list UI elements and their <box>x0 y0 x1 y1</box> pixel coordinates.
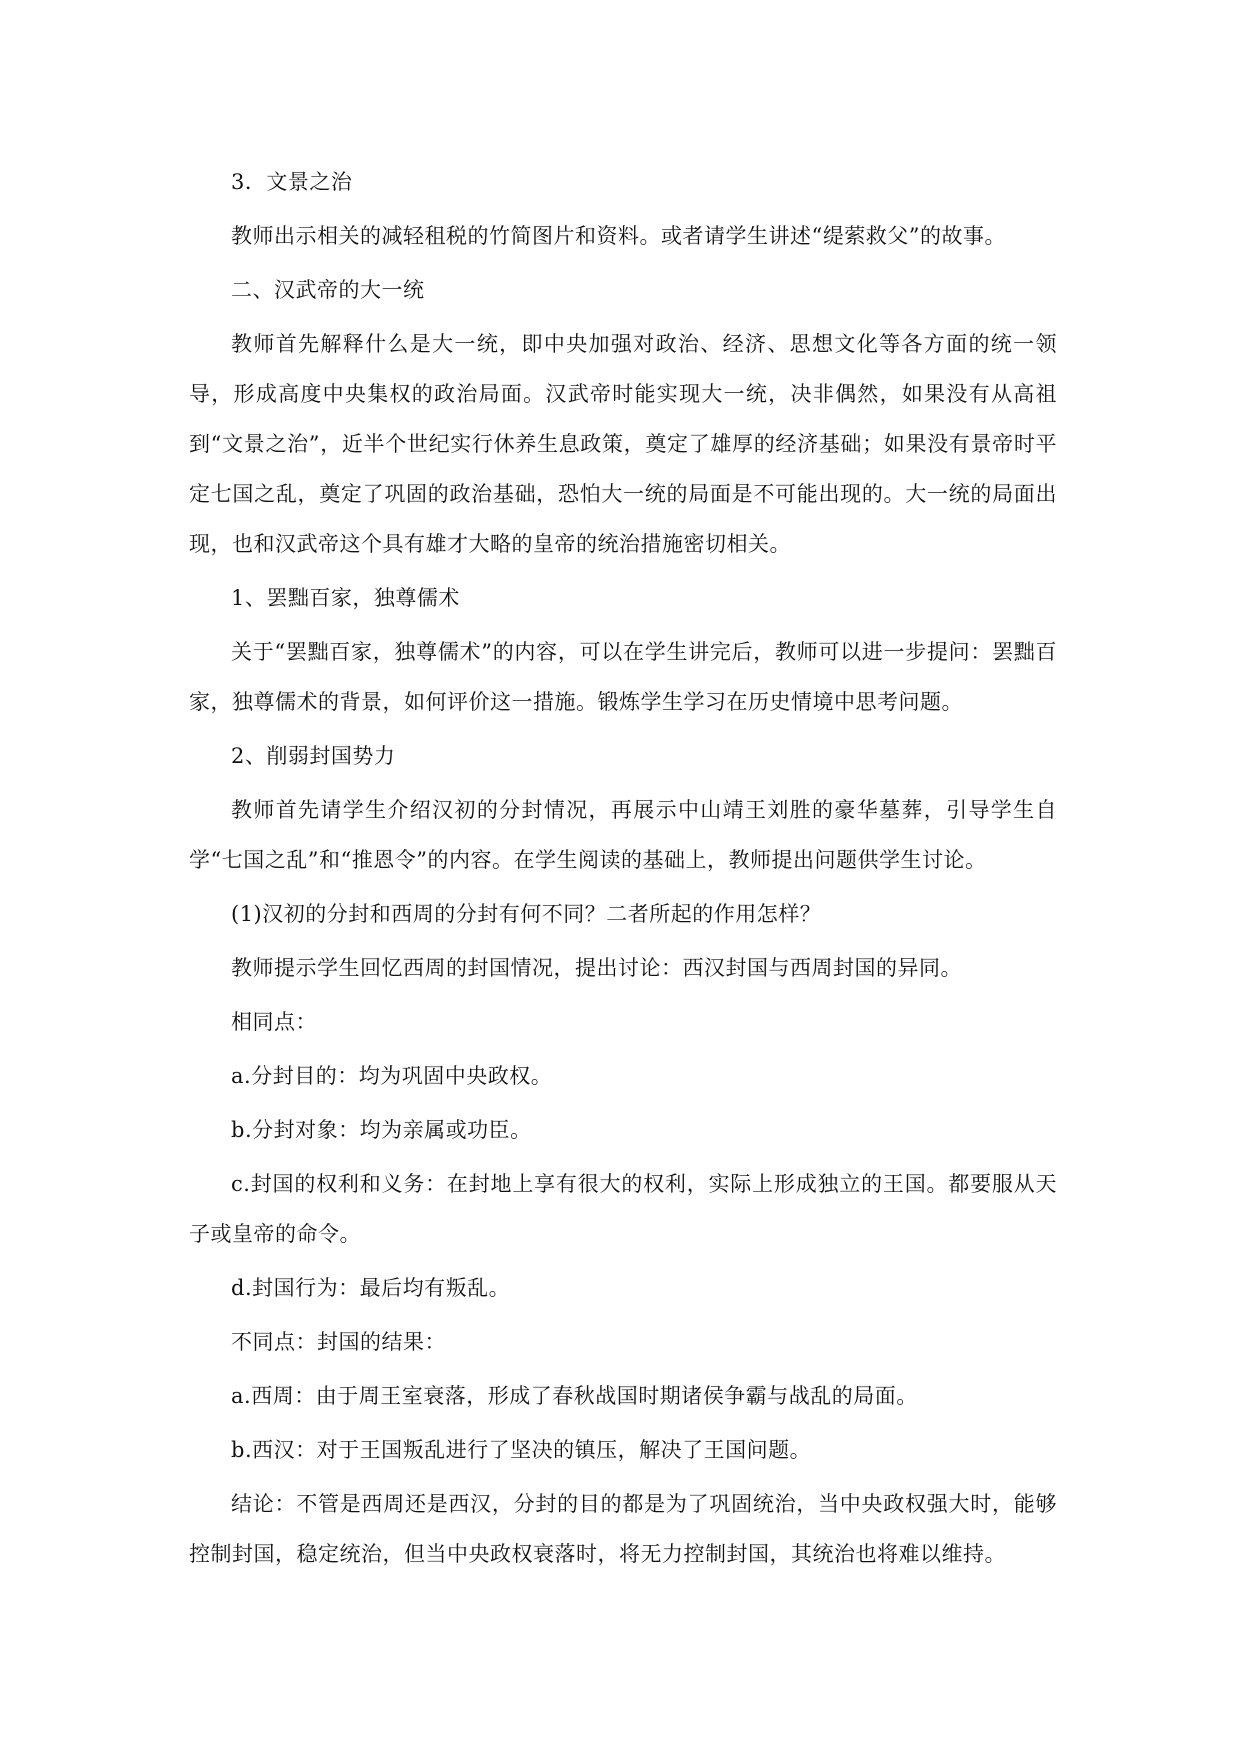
paragraph-fiefdoms: 教师首先请学生介绍汉初的分封情况，再展示中山靖王刘胜的豪华墓葬，引导学生自学“七国之乱”和“推恩令”的内容。在学生阅读的基础上，教师提出问题供学生讨论。 <box>189 798 1057 872</box>
list-item-c: c.封国的权利和义务：在封地上享有很大的权利，实际上形成独立的王国。都要服从天子或皇帝的命令。 <box>189 1172 1057 1246</box>
subheading-fiefdoms: 2、削弱封国势力 <box>231 744 396 768</box>
list-item-western-han: b.西汉：对于王国叛乱进行了坚决的镇压，解决了王国问题。 <box>231 1438 812 1462</box>
document-body <box>189 157 1057 1583</box>
paragraph-bamboo-slips: 教师出示相关的减轻租税的竹简图片和资料。或者请学生讲述“缇萦救父”的故事。 <box>231 224 1006 248</box>
section-heading-wudi: 二、汉武帝的大一统 <box>231 278 425 302</box>
paragraph-unification: 教师首先解释什么是大一统，即中央加强对政治、经济、思想文化等各方面的统一领导，形成高度中央集权的政治局面。汉武帝时能实现大一统，决非偶然，如果没有从高祖到“文景之治”，近半个世纪实行休养生息政策，奠定了雄厚的经济基础；如果没有景帝时平定七国之乱，奠定了巩固的政治基础，恐怕大一统的局面是不可能出现的。大一统的局面出现，也和汉武帝这个具有雄才大略的皇帝的统治措施密切相关。 <box>189 332 1057 556</box>
label-similarities: 相同点： <box>231 1010 317 1034</box>
list-item-western-zhou: a.西周：由于周王室衰落，形成了春秋战国时期诸侯争霸与战乱的局面。 <box>231 1384 918 1408</box>
list-item-a: a.分封目的：均为巩固中央政权。 <box>231 1064 553 1088</box>
paragraph-confucianism: 关于“罢黜百家，独尊儒术”的内容，可以在学生讲完后，教师可以进一步提问：罢黜百家，独尊儒术的背景，如何评价这一措施。锻炼学生学习在历史情境中思考问题。 <box>189 640 1057 714</box>
list-item-b: b.分封对象：均为亲属或功臣。 <box>231 1118 532 1142</box>
paragraph-discussion: 教师提示学生回忆西周的封国情况，提出讨论：西汉封国与西周封国的异同。 <box>231 956 962 980</box>
list-item-d: d.封国行为：最后均有叛乱。 <box>231 1276 511 1300</box>
label-differences: 不同点：封国的结果： <box>231 1330 446 1354</box>
paragraph-conclusion: 结论：不管是西周还是西汉，分封的目的都是为了巩固统治，当中央政权强大时，能够控制封国，稳定统治，但当中央政权衰落时，将无力控制封国，其统治也将难以维持。 <box>189 1492 1057 1566</box>
subheading-confucianism: 1、罢黜百家，独尊儒术 <box>231 586 460 610</box>
subheading-wenjing: 3．文景之治 <box>231 170 353 194</box>
question-1: (1)汉初的分封和西周的分封有何不同？二者所起的作用怎样？ <box>231 902 822 926</box>
